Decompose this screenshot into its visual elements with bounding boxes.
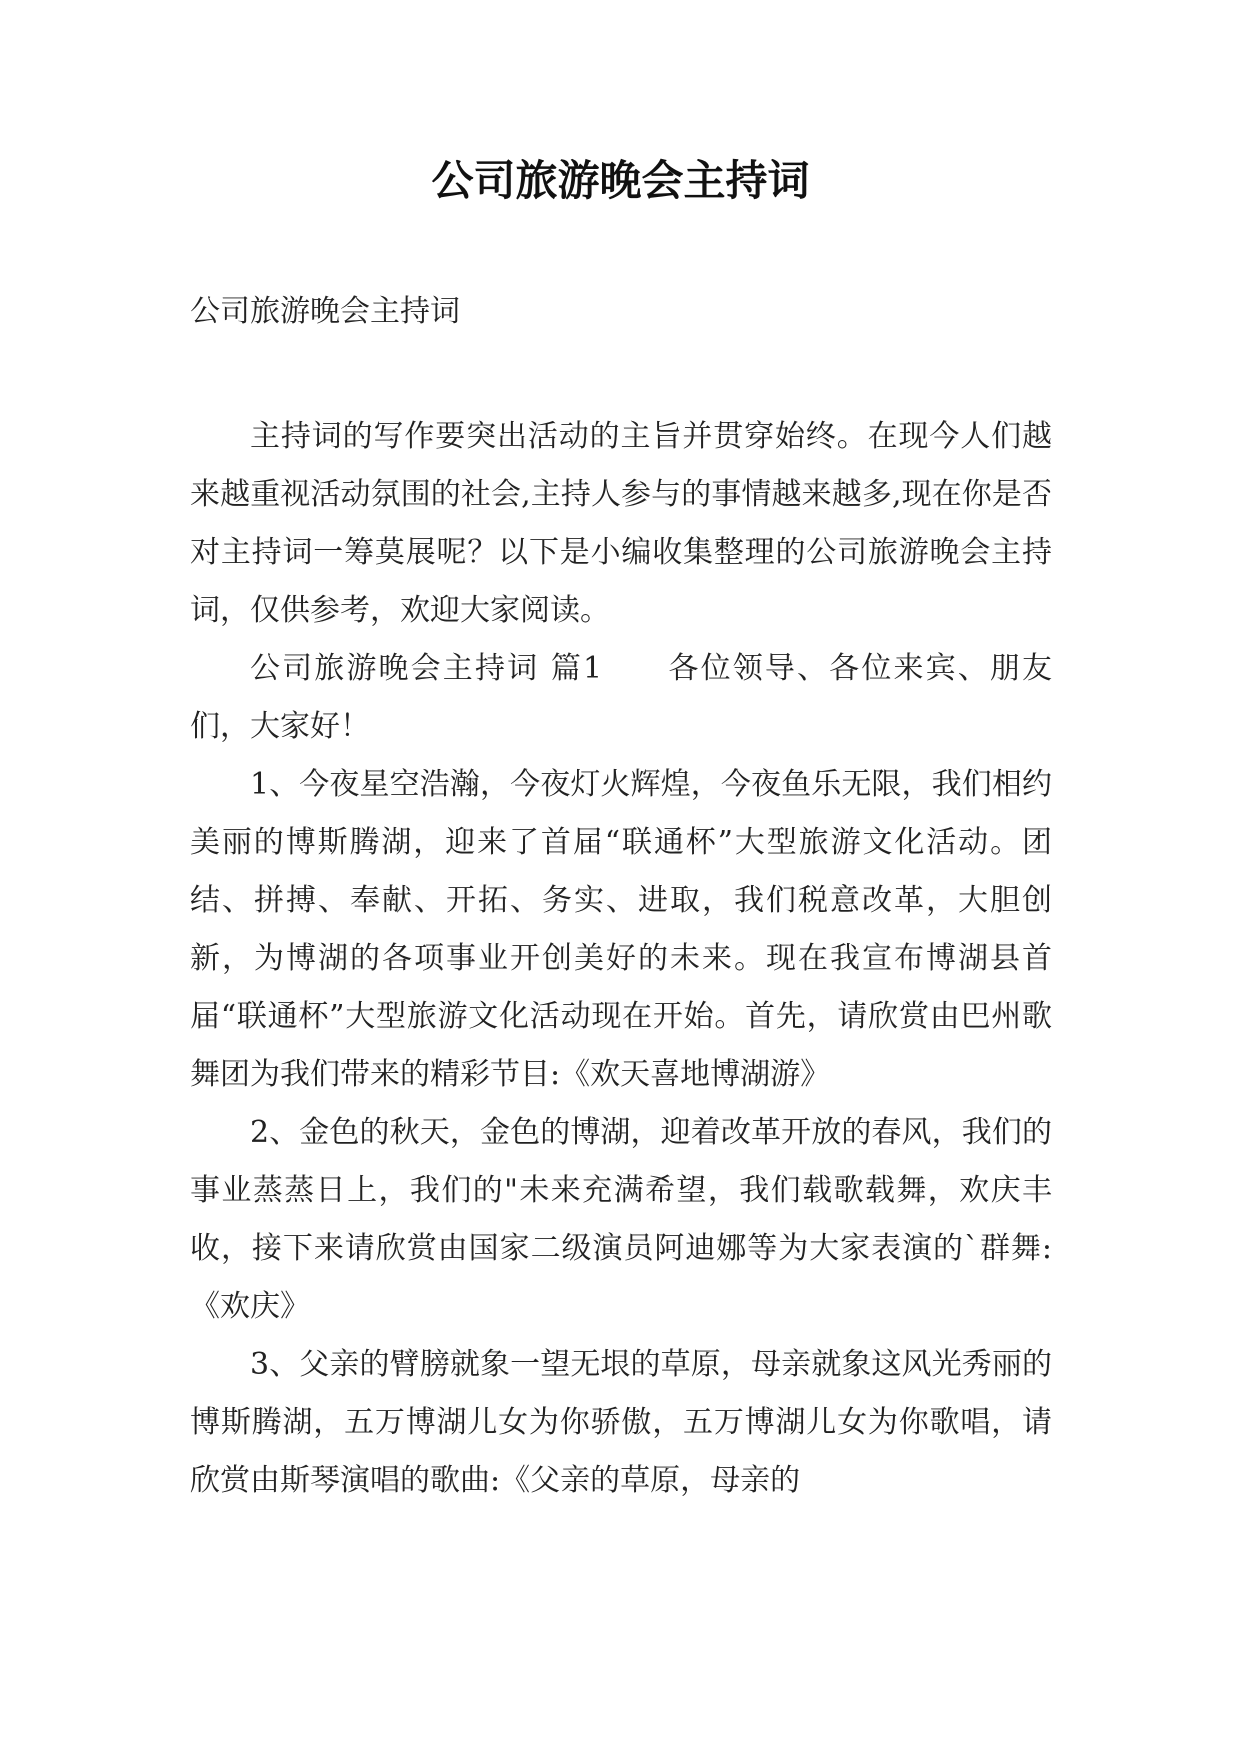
section-heading-paragraph: 公司旅游晚会主持词 篇1 各位领导、各位来宾、朋友们，大家好！ xyxy=(190,651,1052,744)
paragraph-item-1: 1、今夜星空浩瀚，今夜灯火辉煌，今夜鱼乐无限，我们相约美丽的博斯腾湖，迎来了首届“联通杯”大型旅游文化活动。团结、拼搏、奉献、开拓、务实、进取，我们税意改革，大胆创新，为博湖的各项事业开创美好的未来。现在我宣布博湖县首届“联通杯”大型旅游文化活动现在开始。首先，请欣赏由巴州歌舞团为我们带来的精彩节目:《欢天喜地博湖游》 xyxy=(190,767,1052,1092)
paragraph-item-2: 2、金色的秋天，金色的博湖，迎着改革开放的春风，我们的事业蒸蒸日上，我们的"未来充满希望，我们载歌载舞，欢庆丰收，接下来请欣赏由国家二级演员阿迪娜等为大家表演的`群舞:《欢庆》 xyxy=(190,1115,1052,1324)
intro-paragraph: 主持词的写作要突出活动的主旨并贯穿始终。在现今人们越来越重视活动氛围的社会,主持人参与的事情越来越多,现在你是否对主持词一筹莫展呢？以下是小编收集整理的公司旅游晚会主持词，仅供参考，欢迎大家阅读。 xyxy=(190,419,1052,628)
document-body xyxy=(190,408,1052,1510)
document-title: 公司旅游晚会主持词 xyxy=(431,156,810,205)
paragraph-item-3: 3、父亲的臂膀就象一望无垠的草原，母亲就象这风光秀丽的博斯腾湖，五万博湖儿女为你骄傲，五万博湖儿女为你歌唱，请欣赏由斯琴演唱的歌曲:《父亲的草原，母亲的 xyxy=(190,1347,1052,1498)
document-subtitle: 公司旅游晚会主持词 xyxy=(190,294,460,329)
